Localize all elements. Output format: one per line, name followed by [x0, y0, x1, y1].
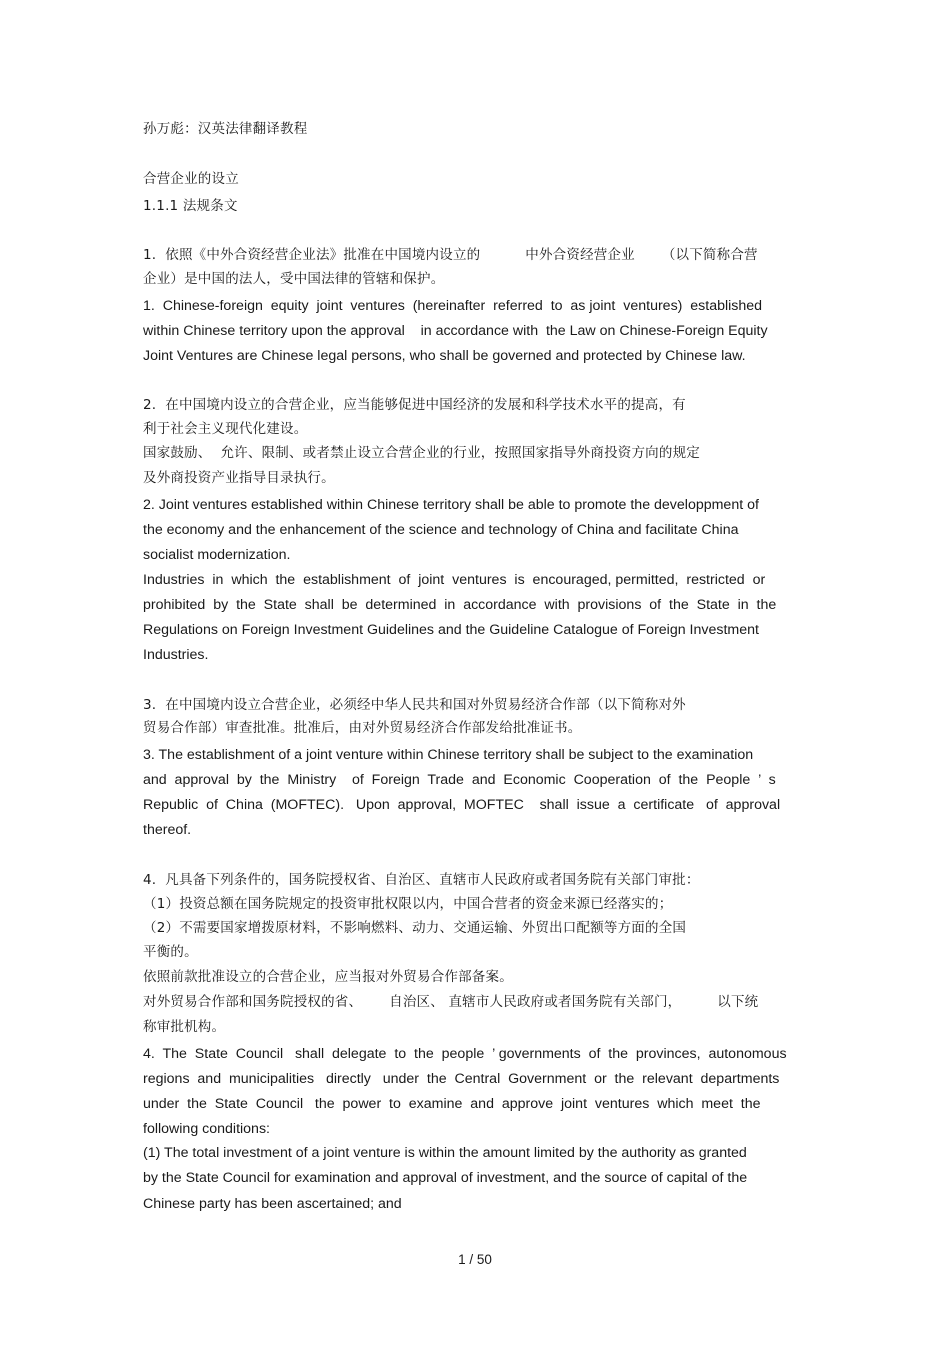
- subsection-title: 1.1.1 法规条文: [143, 198, 238, 214]
- article-4-en-line: 4. The State Council shall delegate to the people ’ governments of the provinces, autonomous: [143, 1046, 787, 1062]
- article-2-en-line: 2. Joint ventures established within Chinese territory shall be able to promote the developpment of: [143, 497, 759, 513]
- article-1-zh-line: 企业）是中国的法人，受中国法律的管辖和保护。: [143, 271, 445, 287]
- article-4-zh-line: 4. 凡具备下列条件的，国务院授权省、自治区、直辖市人民政府或者国务院有关部门审批：: [143, 872, 700, 888]
- article-4-en-line: Chinese party has been ascertained; and: [143, 1196, 402, 1212]
- article-3-zh-line: 3. 在中国境内设立合营企业，必须经中华人民共和国对外贸易经济合作部（以下简称对外: [143, 697, 686, 713]
- article-2-en-line: prohibited by the State shall be determined in accordance with provisions of the State in the: [143, 597, 777, 613]
- article-2-zh-line: 国家鼓励、 允许、限制、或者禁止设立合营企业的行业，按照国家指导外商投资方向的规定: [143, 445, 700, 461]
- article-4-zh-line: （2）不需要国家增拨原材料，不影响燃料、动力、交通运输、外贸出口配额等方面的全国: [143, 920, 687, 936]
- article-4-en-line: following conditions:: [143, 1121, 270, 1137]
- article-2-en-line: socialist modernization.: [143, 547, 291, 563]
- article-4-en-line: regions and municipalities directly under the Central Government or the relevant departments: [143, 1071, 780, 1087]
- article-2-en-line: the economy and the enhancement of the science and technology of China and facilitate China: [143, 522, 739, 538]
- article-3-zh-line: 贸易合作部）审查批准。批准后，由对外贸易经济合作部发给批准证书。: [143, 720, 582, 736]
- article-1-zh-line: 1. 依照《中外合资经营企业法》批准在中国境内设立的 中外合资经营企业 （以下简称合营: [143, 247, 758, 263]
- article-3-en-line: and approval by the Ministry of Foreign Trade and Economic Cooperation of the People ’ s: [143, 772, 776, 788]
- article-1-en-line: within Chinese territory upon the approval in accordance with the Law on Chinese-Foreign Equity: [143, 323, 768, 339]
- section-title: 合营企业的设立: [143, 171, 239, 187]
- article-2-en-line: Industries.: [143, 647, 209, 663]
- article-4-zh-line: 依照前款批准设立的合营企业，应当报对外贸易合作部备案。: [143, 969, 513, 985]
- article-4-zh-line: 称审批机构。: [143, 1019, 226, 1035]
- article-2-en-line: Regulations on Foreign Investment Guidelines and the Guideline Catalogue of Foreign Investment: [143, 622, 759, 638]
- article-2-en-line: Industries in which the establishment of joint ventures is encouraged, permitted, restricted or: [143, 572, 766, 588]
- article-4-en-line: under the State Council the power to examine and approve joint ventures which meet the: [143, 1096, 761, 1112]
- article-4-zh-line: （1）投资总额在国务院规定的投资审批权限以内，中国合营者的资金来源已经落实的；: [143, 896, 673, 912]
- document-header: 孙万彪：汉英法律翻译教程: [143, 121, 308, 137]
- page-number: 1 / 50: [458, 1252, 492, 1267]
- article-2-zh-line: 及外商投资产业指导目录执行。: [143, 470, 335, 486]
- article-4-zh-line: 平衡的。: [143, 944, 198, 960]
- article-1-en-line: 1. Chinese-foreign equity joint ventures (hereinafter referred to as joint ventures) established: [143, 298, 763, 314]
- article-3-en-line: Republic of China (MOFTEC). Upon approval, MOFTEC shall issue a certificate of approval: [143, 797, 781, 813]
- article-4-en-line: (1) The total investment of a joint venture is within the amount limited by the authority as granted: [143, 1145, 747, 1161]
- article-2-zh-line: 利于社会主义现代化建设。: [143, 421, 308, 437]
- article-3-en-line: 3. The establishment of a joint venture within Chinese territory shall be subject to the examination: [143, 747, 754, 763]
- article-2-zh-line: 2. 在中国境内设立的合营企业，应当能够促进中国经济的发展和科学技术水平的提高，有: [143, 397, 686, 413]
- article-4-en-line: by the State Council for examination and approval of investment, and the source of capital of the: [143, 1170, 748, 1186]
- article-4-zh-line: 对外贸易合作部和国务院授权的省、 自治区、 直辖市人民政府或者国务院有关部门， 以下统: [143, 994, 759, 1010]
- article-3-en-line: thereof.: [143, 822, 192, 838]
- article-1-en-line: Joint Ventures are Chinese legal persons, who shall be governed and protected by Chinese law.: [143, 348, 746, 364]
